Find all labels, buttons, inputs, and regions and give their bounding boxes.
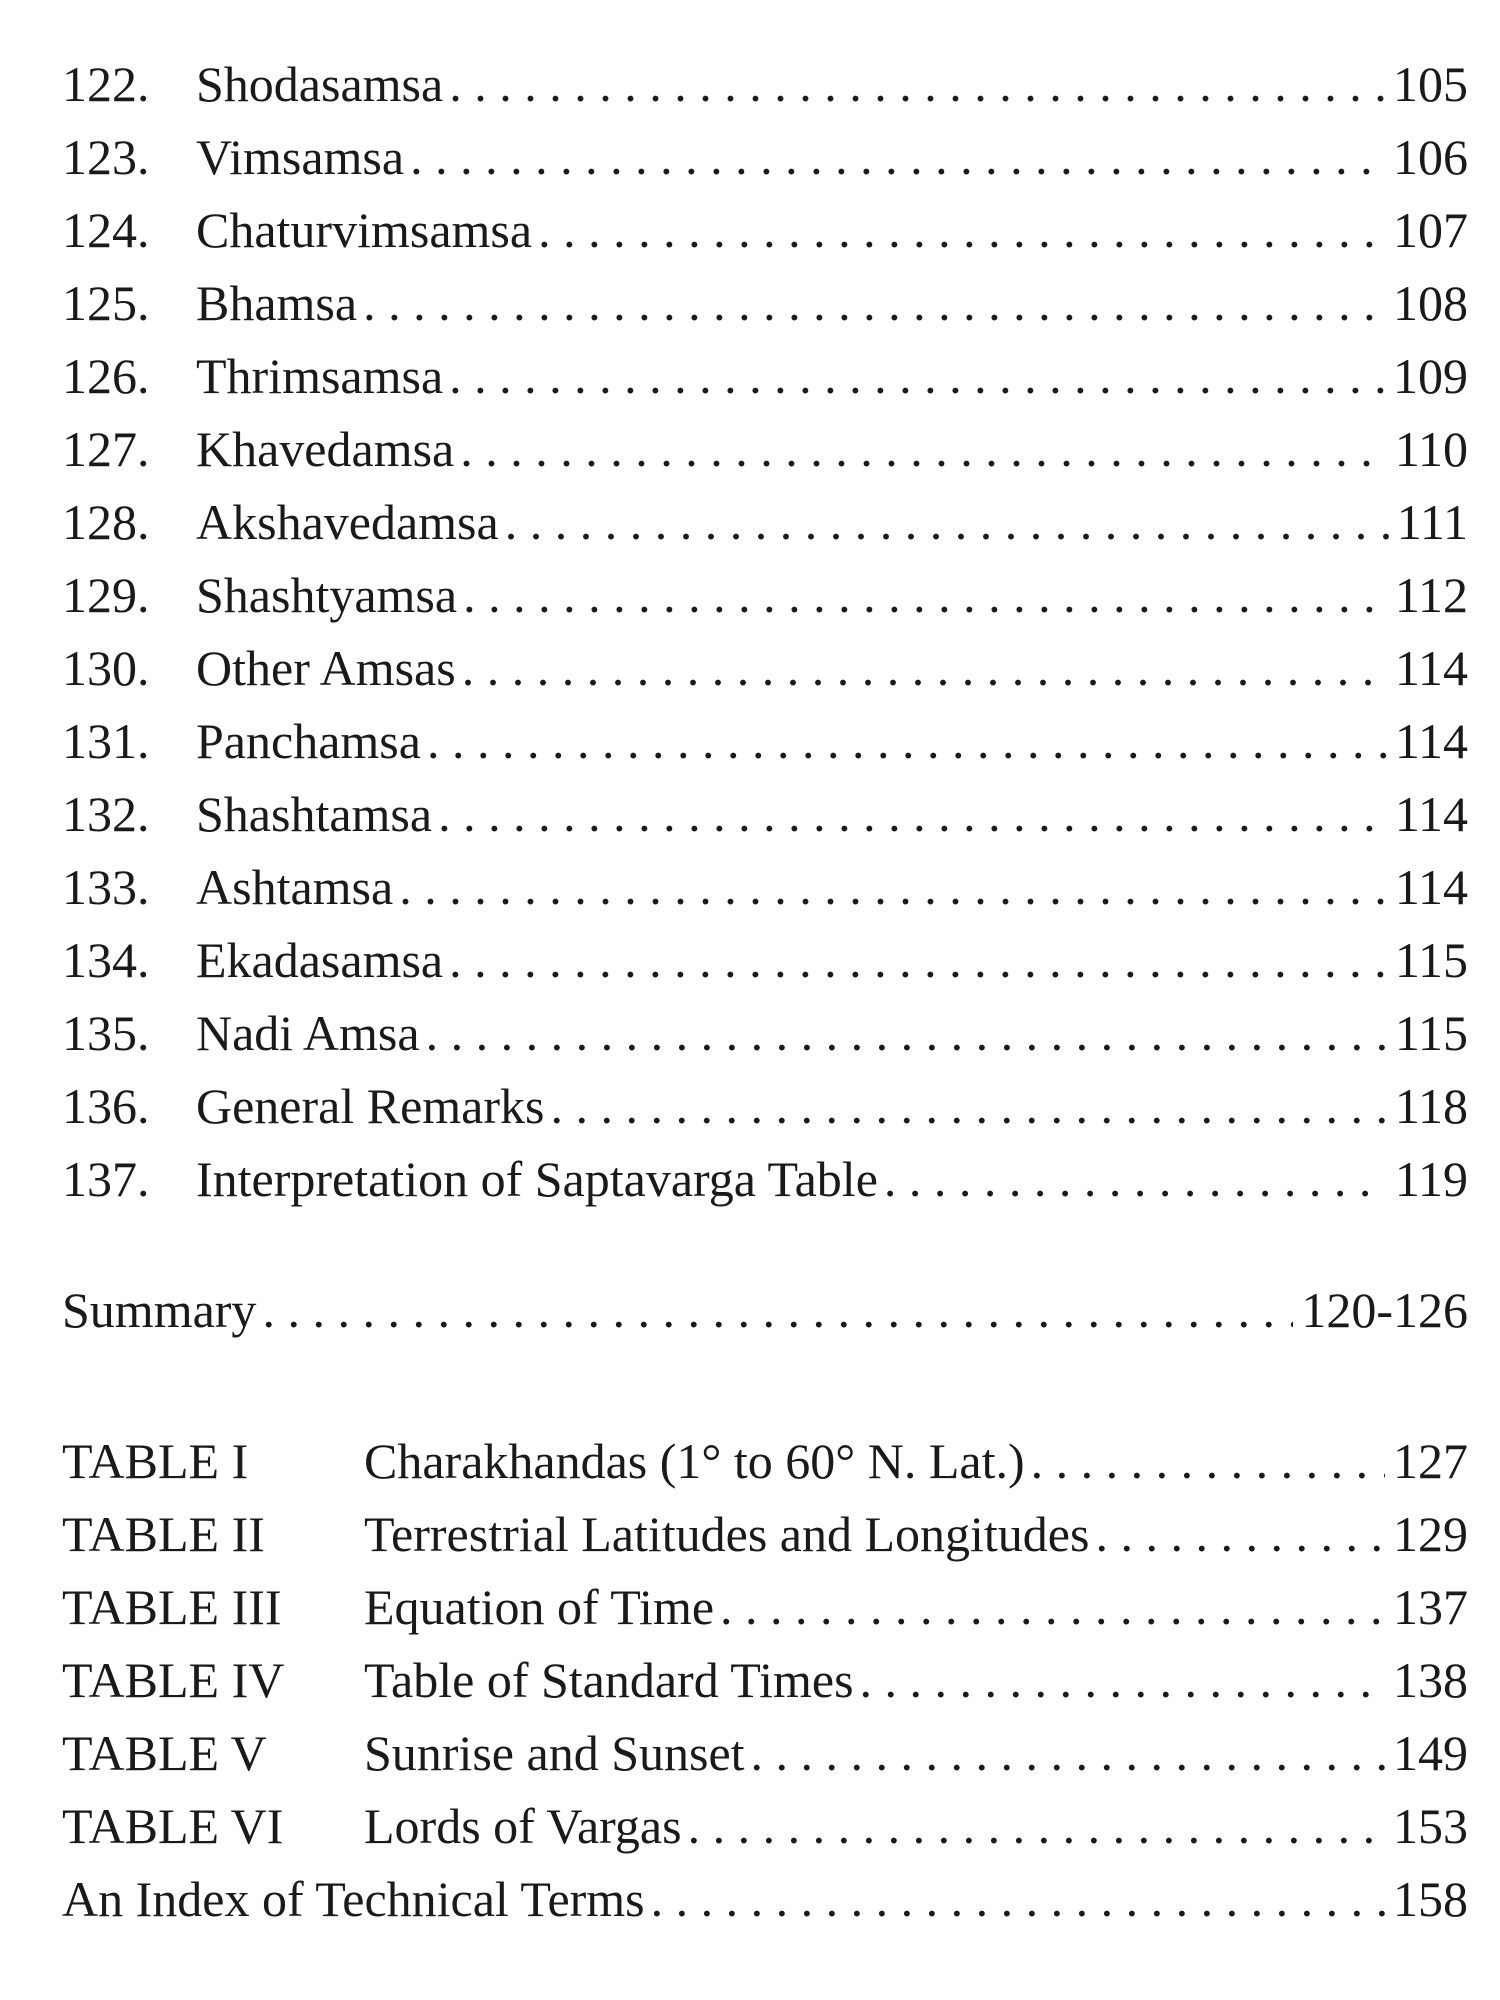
table-page: 129 bbox=[1393, 1506, 1468, 1562]
toc-entry-table[interactable] bbox=[62, 1425, 1468, 1498]
table-title: Charakhandas (1° to 60° N. Lat.) bbox=[364, 1433, 1025, 1489]
entry-title: Nadi Amsa bbox=[196, 1005, 420, 1061]
dot-leader bbox=[860, 1644, 1385, 1717]
entry-page: 109 bbox=[1393, 348, 1468, 404]
dot-leader bbox=[538, 194, 1385, 267]
toc-entry[interactable] bbox=[62, 632, 1468, 705]
toc-entry[interactable] bbox=[62, 705, 1468, 778]
entry-title: Thrimsamsa bbox=[196, 348, 444, 404]
entry-page: 115 bbox=[1394, 1005, 1468, 1061]
toc-entry[interactable] bbox=[62, 997, 1468, 1070]
entry-page: 112 bbox=[1394, 567, 1468, 623]
entry-page: 106 bbox=[1393, 129, 1468, 185]
toc-entry-index[interactable] bbox=[62, 1863, 1468, 1936]
dot-leader bbox=[688, 1790, 1385, 1863]
entry-number: 137. bbox=[62, 1151, 150, 1207]
entry-title: Akshavedamsa bbox=[196, 494, 499, 550]
table-page: 149 bbox=[1393, 1725, 1468, 1781]
dot-leader bbox=[884, 1143, 1387, 1216]
entry-title: General Remarks bbox=[196, 1078, 545, 1134]
dot-leader bbox=[463, 559, 1387, 632]
dot-leader bbox=[410, 121, 1385, 194]
entry-page: 111 bbox=[1396, 494, 1468, 550]
toc-entry[interactable] bbox=[62, 778, 1468, 851]
section-spacer bbox=[62, 1347, 1468, 1425]
toc-entry[interactable] bbox=[62, 121, 1468, 194]
entry-number: 128. bbox=[62, 494, 150, 550]
table-list bbox=[62, 1425, 1468, 1863]
toc-entry[interactable] bbox=[62, 1143, 1468, 1216]
table-label: TABLE I bbox=[62, 1433, 249, 1489]
dot-leader bbox=[550, 1070, 1386, 1143]
entry-page: 115 bbox=[1394, 932, 1468, 988]
toc-entry-table[interactable] bbox=[62, 1790, 1468, 1863]
entry-number: 125. bbox=[62, 275, 150, 331]
entry-number: 124. bbox=[62, 202, 150, 258]
dot-leader bbox=[720, 1571, 1385, 1644]
index-title: An Index of Technical Terms bbox=[62, 1871, 645, 1927]
dot-leader bbox=[449, 48, 1385, 121]
entry-page: 114 bbox=[1394, 859, 1468, 915]
entry-page: 118 bbox=[1394, 1078, 1468, 1134]
entry-title: Ashtamsa bbox=[196, 859, 394, 915]
dot-leader bbox=[426, 997, 1387, 1070]
entry-number: 122. bbox=[62, 56, 150, 112]
index-page: 158 bbox=[1393, 1871, 1468, 1927]
toc-entry-table[interactable] bbox=[62, 1498, 1468, 1571]
entry-number: 132. bbox=[62, 786, 150, 842]
table-title: Lords of Vargas bbox=[364, 1798, 682, 1854]
dot-leader bbox=[505, 486, 1389, 559]
entry-page: 108 bbox=[1393, 275, 1468, 331]
dot-leader bbox=[449, 340, 1385, 413]
toc-entry[interactable] bbox=[62, 924, 1468, 997]
toc-entry-summary[interactable] bbox=[62, 1274, 1468, 1347]
dot-leader bbox=[462, 632, 1387, 705]
entry-title: Other Amsas bbox=[196, 640, 456, 696]
toc-entry[interactable] bbox=[62, 559, 1468, 632]
dot-leader bbox=[460, 413, 1387, 486]
table-title: Table of Standard Times bbox=[364, 1652, 854, 1708]
summary-title: Summary bbox=[62, 1282, 257, 1338]
table-page: 127 bbox=[1393, 1433, 1468, 1489]
dot-leader bbox=[449, 924, 1387, 997]
toc-entry[interactable] bbox=[62, 413, 1468, 486]
contents-page bbox=[62, 48, 1468, 1936]
entry-page: 114 bbox=[1394, 640, 1468, 696]
entry-number: 131. bbox=[62, 713, 150, 769]
toc-entry[interactable] bbox=[62, 340, 1468, 413]
entry-number: 126. bbox=[62, 348, 150, 404]
toc-entry-table[interactable] bbox=[62, 1644, 1468, 1717]
entry-title: Bhamsa bbox=[196, 275, 358, 331]
dot-leader bbox=[1095, 1498, 1385, 1571]
toc-entry[interactable] bbox=[62, 1070, 1468, 1143]
toc-entry-table[interactable] bbox=[62, 1571, 1468, 1644]
entry-title: Chaturvimsamsa bbox=[196, 202, 533, 258]
entry-page: 114 bbox=[1394, 713, 1468, 769]
toc-entry-table[interactable] bbox=[62, 1717, 1468, 1790]
entry-number: 134. bbox=[62, 932, 150, 988]
dot-leader bbox=[262, 1274, 1293, 1347]
table-page: 138 bbox=[1393, 1652, 1468, 1708]
entry-page: 107 bbox=[1393, 202, 1468, 258]
entry-page: 105 bbox=[1393, 56, 1468, 112]
dot-leader bbox=[438, 778, 1387, 851]
entry-number: 135. bbox=[62, 1005, 150, 1061]
entry-title: Shodasamsa bbox=[196, 56, 444, 112]
entry-title: Shashtyamsa bbox=[196, 567, 458, 623]
table-page: 137 bbox=[1393, 1579, 1468, 1635]
table-title: Equation of Time bbox=[364, 1579, 715, 1635]
entry-page: 119 bbox=[1394, 1151, 1468, 1207]
entry-number: 129. bbox=[62, 567, 150, 623]
entry-page: 114 bbox=[1394, 786, 1468, 842]
toc-entry[interactable] bbox=[62, 851, 1468, 924]
entry-number: 130. bbox=[62, 640, 150, 696]
dot-leader bbox=[399, 851, 1387, 924]
section-spacer bbox=[62, 1216, 1468, 1274]
dot-leader bbox=[363, 267, 1385, 340]
toc-entry[interactable] bbox=[62, 486, 1468, 559]
table-page: 153 bbox=[1393, 1798, 1468, 1854]
dot-leader bbox=[427, 705, 1387, 778]
entry-number: 136. bbox=[62, 1078, 150, 1134]
dot-leader bbox=[1031, 1425, 1385, 1498]
table-label: TABLE III bbox=[62, 1579, 282, 1635]
table-label: TABLE V bbox=[62, 1725, 267, 1781]
table-label: TABLE IV bbox=[62, 1652, 285, 1708]
toc-entry[interactable] bbox=[62, 267, 1468, 340]
entry-number: 133. bbox=[62, 859, 150, 915]
entry-number: 123. bbox=[62, 129, 150, 185]
entry-title: Ekadasamsa bbox=[196, 932, 444, 988]
entry-title: Interpretation of Saptavarga Table bbox=[196, 1151, 878, 1207]
summary-page: 120-126 bbox=[1301, 1282, 1468, 1338]
dot-leader bbox=[651, 1863, 1385, 1936]
entry-title: Vimsamsa bbox=[196, 129, 405, 185]
entry-title: Panchamsa bbox=[196, 713, 421, 769]
entry-number: 127. bbox=[62, 421, 150, 477]
entry-title: Khavedamsa bbox=[196, 421, 455, 477]
entry-title: Shashtamsa bbox=[196, 786, 433, 842]
chapter-list bbox=[62, 48, 1468, 1216]
toc-entry[interactable] bbox=[62, 48, 1468, 121]
table-title: Sunrise and Sunset bbox=[364, 1725, 745, 1781]
entry-page: 110 bbox=[1394, 421, 1468, 477]
table-title: Terrestrial Latitudes and Longitudes bbox=[364, 1506, 1090, 1562]
dot-leader bbox=[751, 1717, 1385, 1790]
table-label: TABLE VI bbox=[62, 1798, 284, 1854]
table-label: TABLE II bbox=[62, 1506, 265, 1562]
toc-entry[interactable] bbox=[62, 194, 1468, 267]
